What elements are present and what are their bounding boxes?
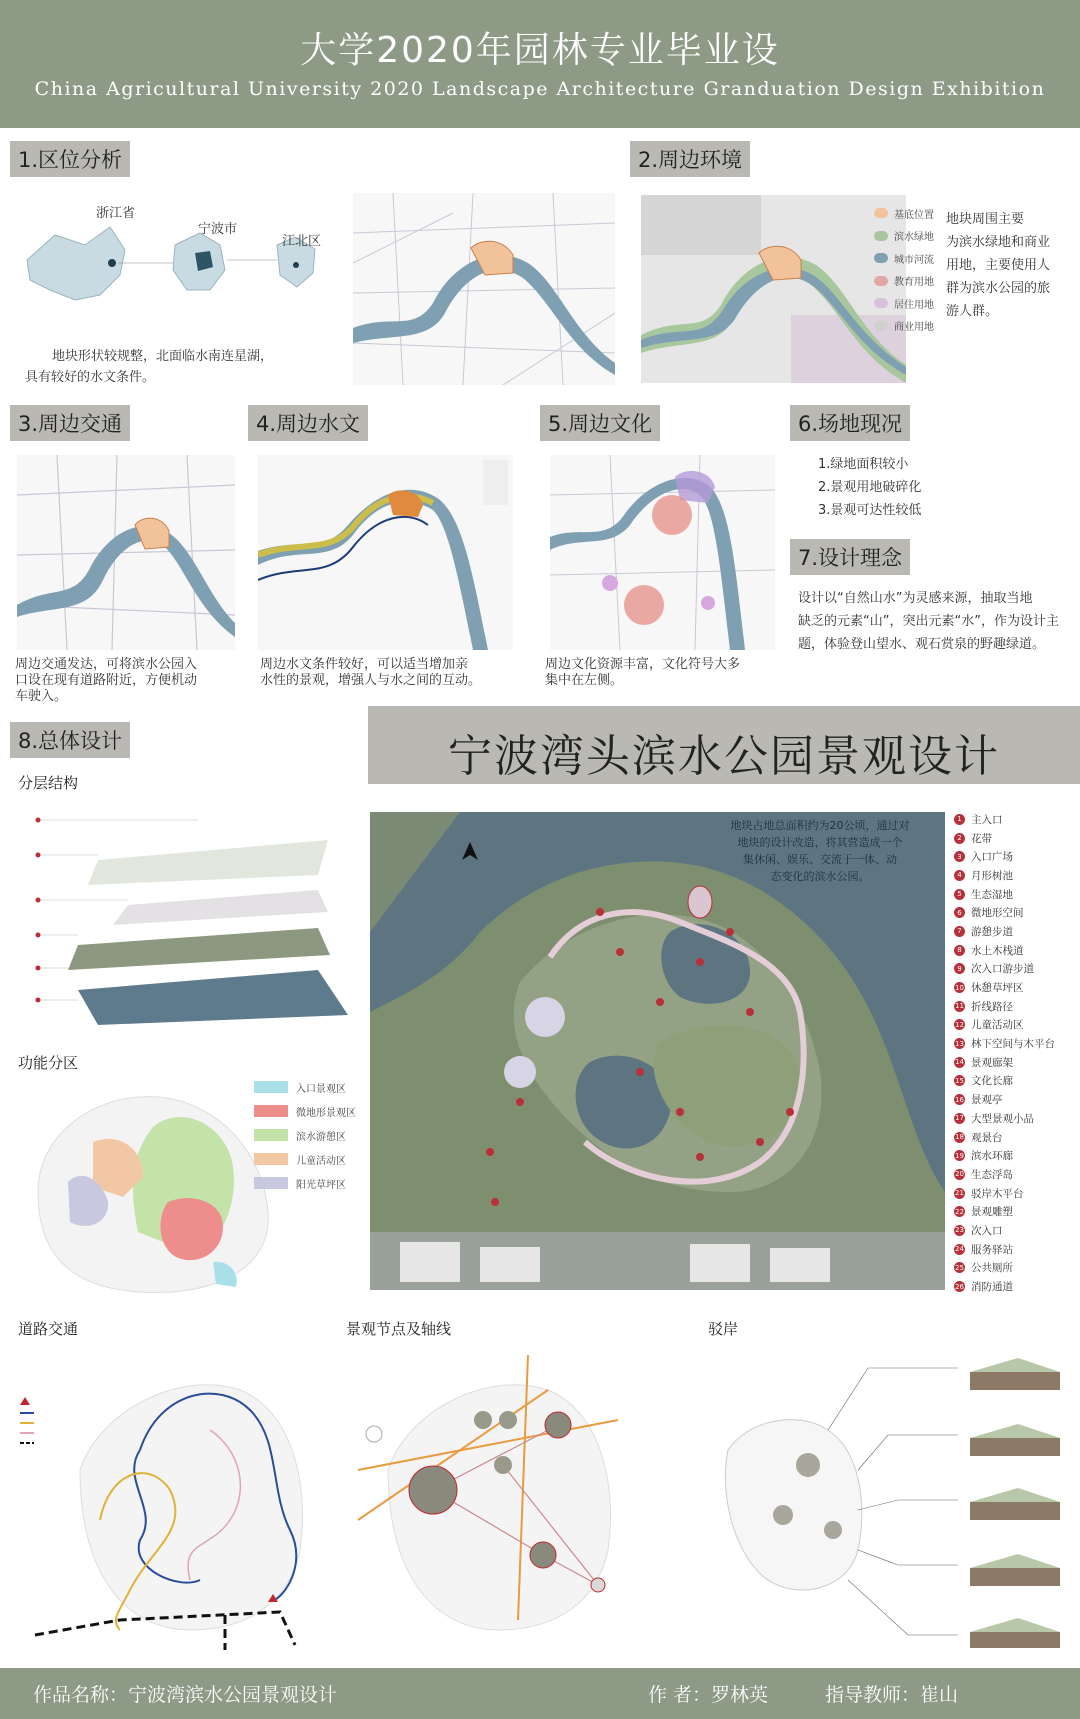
- legend-label: 服务驿站: [971, 1243, 1013, 1256]
- legend-label: 游憩步道: [971, 925, 1013, 938]
- legend-number: 18: [955, 1133, 964, 1142]
- legend-item: [874, 247, 934, 270]
- legend-item: [954, 941, 1074, 960]
- legend-swatch: [254, 1081, 288, 1093]
- legend-item: [954, 810, 1074, 829]
- legend-number: 22: [955, 1207, 964, 1216]
- road-traffic-title: 道路交通: [18, 1320, 79, 1338]
- environment-text-line: 用地，主要使用人: [946, 258, 1051, 273]
- caption-line: 周边水文条件较好，可以适当增加亲: [260, 657, 469, 672]
- author: 作 者：罗林英: [648, 1684, 769, 1706]
- legend-item: [874, 292, 934, 315]
- viewing-platform: [688, 886, 712, 918]
- legend-item: [254, 1147, 356, 1171]
- legend-item: [254, 1123, 356, 1147]
- legend-number: 17: [955, 1114, 964, 1123]
- caption-line: 周边交通发达，可将滨水公园入: [15, 657, 198, 672]
- legend-item: [254, 1099, 356, 1123]
- legend-label: 滨水绿地: [894, 232, 934, 244]
- legend-label: 景观廊架: [971, 1056, 1013, 1069]
- legend-label: 观景台: [971, 1131, 1003, 1144]
- legend-label: 次入口: [971, 1224, 1003, 1237]
- section-concept-tag: 7.设计理念: [790, 539, 910, 575]
- environment-text-line: 地块周围主要: [946, 212, 1025, 227]
- legend-swatch: [874, 208, 888, 218]
- legend-item: [954, 1202, 1074, 1221]
- hydrology-legend: [483, 460, 508, 505]
- legend-number: 6: [954, 907, 965, 918]
- plaza: [504, 1056, 536, 1088]
- legend-label: 折线路径: [971, 1000, 1013, 1013]
- legend-number: 26: [955, 1282, 964, 1291]
- legend-number: 3: [954, 851, 965, 862]
- legend-label: 商业用地: [894, 322, 934, 334]
- concept-line: 缺乏的元素“山”，突出元素“水”，作为设计主: [798, 614, 1059, 629]
- legend-label: 消防通道: [971, 1281, 1013, 1294]
- environment-text: [946, 208, 1076, 323]
- legend-item: [954, 903, 1074, 922]
- landscape-nodes-diagram: [348, 1350, 640, 1655]
- culture-node: [701, 596, 715, 610]
- road-traffic-diagram: [20, 1350, 325, 1655]
- legend-label: 月形树池: [971, 869, 1013, 882]
- landscape-node: [545, 1412, 571, 1438]
- plan-note-line: 地块的设计改造，将其营造成一个: [737, 836, 903, 849]
- legend-number: 16: [955, 1095, 964, 1104]
- environment-legend: [874, 202, 934, 337]
- plan-note-line: 地块占地总面积约为20公顷，通过对: [730, 819, 910, 832]
- status-item: 2.景观用地破碎化: [818, 480, 922, 495]
- section-status-tag: 6.场地现况: [790, 405, 910, 441]
- legend-number: 2: [954, 833, 965, 844]
- zhejiang-marker: [108, 259, 116, 267]
- concept-line: 设计以“自然山水”为灵感来源，抽取当地: [798, 591, 1033, 606]
- work-name: 作品名称：宁波湾滨水公园景观设计: [33, 1684, 338, 1706]
- traffic-caption: [15, 657, 240, 705]
- location-maps: [15, 205, 345, 345]
- shore-node: [773, 1505, 793, 1525]
- shore-diagram: [708, 1350, 1070, 1655]
- legend-swatch: [874, 321, 888, 331]
- plan-legend: [954, 810, 1074, 1296]
- legend-label: 滨水游憩区: [296, 1131, 346, 1143]
- legend-number: 15: [955, 1076, 964, 1085]
- legend-number: 8: [954, 945, 965, 956]
- legend-item: [954, 847, 1074, 866]
- legend-item: [954, 922, 1074, 941]
- legend-number: 11: [955, 1002, 964, 1011]
- legend-item: [954, 1034, 1074, 1053]
- culture-map: [550, 455, 775, 650]
- culture-node: [652, 495, 692, 535]
- landscape-node: [530, 1542, 556, 1568]
- layer-structure-diagram: [18, 800, 353, 1030]
- legend-number: 13: [955, 1039, 964, 1048]
- legend-label: 儿童活动区: [971, 1019, 1024, 1032]
- legend-label: 林下空间与木平台: [971, 1038, 1055, 1051]
- legend-label: 公共厕所: [971, 1262, 1013, 1275]
- legend-item: [954, 1221, 1074, 1240]
- legend-number: 24: [955, 1245, 964, 1254]
- environment-text-line: 游人群。: [946, 304, 999, 319]
- plaza: [525, 997, 565, 1037]
- layer-terrain: [68, 928, 330, 970]
- legend-item: [954, 1184, 1074, 1203]
- location-caption-line1: 地块形状较规整，北面临水南连星湖，: [52, 349, 274, 364]
- plan-note-line: 态变化的滨水公园。: [770, 870, 870, 883]
- legend-label: 入口景观区: [296, 1083, 346, 1095]
- nodes-axes-title: 景观节点及轴线: [346, 1320, 452, 1338]
- legend-item: [954, 1165, 1074, 1184]
- layer-water: [78, 970, 348, 1025]
- site-marker: [293, 262, 299, 268]
- shore-plan: [725, 1420, 861, 1590]
- legend-item: [954, 866, 1074, 885]
- legend-swatch: [874, 276, 888, 286]
- landscape-node: [499, 1411, 517, 1429]
- legend-label: 驳岸木平台: [971, 1187, 1024, 1200]
- legend-item: [954, 1053, 1074, 1072]
- legend-number: 1: [954, 814, 965, 825]
- caption-line: 水性的景观，增强人与水之间的互动。: [260, 673, 482, 688]
- landscape-node: [494, 1456, 512, 1474]
- legend-item: [954, 978, 1074, 997]
- city-road: [35, 1612, 295, 1645]
- culture-caption: [545, 657, 785, 689]
- environment-text-line: 群为滨水公园的旅: [946, 281, 1051, 296]
- section-overall-tag: 8.总体设计: [10, 722, 130, 758]
- legend-number: 23: [955, 1226, 964, 1235]
- legend-label: 基底位置: [894, 209, 934, 221]
- legend-label: 花带: [971, 832, 992, 845]
- legend-label: 生态浮岛: [971, 1168, 1013, 1181]
- legend-number: 9: [954, 963, 965, 974]
- legend-label: 大型景观小品: [971, 1112, 1034, 1125]
- plan-note-line: 集休闲、娱乐、交流于一体、动: [743, 853, 897, 866]
- legend-item: [954, 1146, 1074, 1165]
- label-jiangbei: 江北区: [282, 234, 322, 249]
- status-item: 1.绿地面积较小: [818, 457, 909, 472]
- legend-swatch: [874, 231, 888, 241]
- legend-label: 入口广场: [971, 851, 1013, 864]
- legend-number: 19: [955, 1151, 964, 1160]
- landscape-node: [409, 1466, 457, 1514]
- layer-structures: [113, 890, 328, 925]
- caption-line: 车驶入。: [15, 689, 68, 704]
- section-location-tag: 1.区位分析: [10, 141, 130, 177]
- shore-node: [796, 1453, 820, 1477]
- traffic-map: [17, 455, 235, 650]
- legend-swatch: [254, 1177, 288, 1189]
- site-overview-map: [353, 193, 615, 385]
- label-ningbo: 宁波市: [198, 222, 238, 237]
- caption-line: 集中在左侧。: [545, 673, 624, 688]
- legend-label: 滨水环廊: [971, 1150, 1013, 1163]
- legend-swatch: [874, 253, 888, 263]
- culture-node: [602, 575, 618, 591]
- legend-label: 生态湿地: [971, 888, 1013, 901]
- legend-item: [954, 1090, 1074, 1109]
- plan-note: [700, 817, 940, 885]
- legend-item: [954, 1128, 1074, 1147]
- legend-number: 10: [955, 983, 964, 992]
- location-caption-line2: 具有较好的水文条件。: [25, 370, 156, 385]
- legend-label: 教育用地: [894, 277, 934, 289]
- legend-item: [954, 1277, 1074, 1296]
- legend-item: [954, 1016, 1074, 1035]
- legend-label: 景观雕塑: [971, 1206, 1013, 1219]
- legend-swatch: [254, 1129, 288, 1141]
- legend-number: 7: [954, 926, 965, 937]
- legend-label: 城市河流: [894, 254, 934, 266]
- legend-item: [254, 1075, 356, 1099]
- legend-label: 水上木栈道: [971, 944, 1024, 957]
- legend-number: 14: [955, 1058, 964, 1067]
- legend-swatch: [254, 1105, 288, 1117]
- environment-text-line: 为滨水绿地和商业: [946, 235, 1051, 250]
- legend-label: 景观亭: [971, 1094, 1003, 1107]
- layer-structure-title: 分层结构: [18, 774, 79, 792]
- legend-item: [954, 1072, 1074, 1091]
- legend-number: 25: [955, 1263, 964, 1272]
- section-environment-tag: 2.周边环境: [630, 141, 750, 177]
- shore-node: [824, 1521, 842, 1539]
- caption-line: 周边文化资源丰富，文化符号大多: [545, 657, 741, 672]
- legend-item: [874, 270, 934, 293]
- caption-line: 口设在现有道路附近，方便机动: [15, 673, 198, 688]
- hydrology-map: [258, 455, 513, 650]
- legend-item: [254, 1171, 356, 1195]
- legend-item: [954, 960, 1074, 979]
- project-title: 宁波湾头滨水公园景观设计: [448, 731, 1000, 782]
- zone-legend: [254, 1075, 356, 1195]
- legend-label: 次入口游步道: [971, 963, 1034, 976]
- legend-label: 微地形景观区: [296, 1107, 356, 1119]
- legend-item: [954, 997, 1074, 1016]
- legend-number: 21: [955, 1189, 964, 1198]
- legend-item: [874, 315, 934, 338]
- legend-number: 20: [955, 1170, 964, 1179]
- layer-vegetation: [88, 840, 328, 885]
- legend-item: [954, 829, 1074, 848]
- landscape-node: [474, 1411, 492, 1429]
- legend-label: 居住用地: [894, 299, 934, 311]
- function-zone-diagram: [18, 1072, 288, 1297]
- section-culture-tag: 5.周边文化: [540, 405, 660, 441]
- shore-sections: [970, 1358, 1060, 1648]
- legend-item: [954, 885, 1074, 904]
- poster-title: 大学2020年园林专业毕业设: [300, 30, 780, 71]
- legend-label: 儿童活动区: [296, 1155, 346, 1167]
- section-traffic-tag: 3.周边交通: [10, 405, 130, 441]
- hydrology-caption: [260, 657, 525, 689]
- function-zone-title: 功能分区: [18, 1054, 79, 1072]
- legend-label: 阳光草坪区: [296, 1179, 346, 1191]
- status-item: 3.景观可达性较低: [818, 503, 922, 518]
- legend-item: [874, 202, 934, 225]
- legend-label: 主入口: [971, 813, 1003, 826]
- legend-item: [874, 225, 934, 248]
- concept-line: 题，体验登山望水、观石赏泉的野趣绿道。: [798, 637, 1046, 652]
- legend-number: 12: [955, 1020, 964, 1029]
- label-zhejiang: 浙江省: [96, 206, 136, 221]
- shore-title: 驳岸: [708, 1320, 739, 1338]
- legend-label: 休憩草坪区: [971, 982, 1024, 995]
- poster-subtitle: China Agricultural University 2020 Landscape Architecture Granduation Design Exhibition: [34, 78, 1046, 100]
- legend-label: 微地形空间: [971, 907, 1024, 920]
- environment-map: [641, 195, 906, 383]
- legend-item: [954, 1240, 1074, 1259]
- culture-node: [624, 585, 664, 625]
- landscape-node: [591, 1578, 605, 1592]
- section-hydrology-tag: 4.周边水文: [248, 405, 368, 441]
- concept-text: [798, 587, 1078, 656]
- legend-label: 文化长廊: [971, 1075, 1013, 1088]
- legend-swatch: [874, 298, 888, 308]
- legend-item: [954, 1109, 1074, 1128]
- legend-item: [954, 1259, 1074, 1278]
- advisor: 指导教师：崔山: [825, 1684, 959, 1706]
- legend-swatch: [254, 1153, 288, 1165]
- legend-number: 5: [954, 889, 965, 900]
- legend-number: 4: [954, 870, 965, 881]
- status-list: [818, 453, 921, 522]
